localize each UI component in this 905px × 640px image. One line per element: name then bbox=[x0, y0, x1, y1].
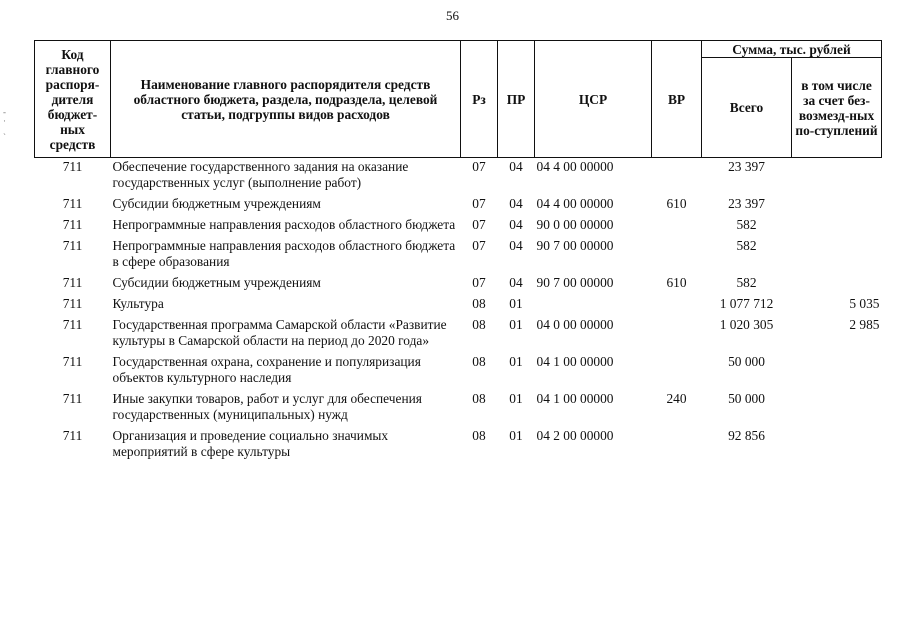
cell-total: 23 397 bbox=[728, 159, 765, 174]
cell-csr: 04 4 00 00000 bbox=[536, 196, 614, 211]
cell-pr: 01 bbox=[509, 354, 523, 369]
cell-rz: 07 bbox=[472, 159, 486, 174]
cell-csr: 04 4 00 00000 bbox=[536, 159, 614, 174]
header-rz: Рз bbox=[461, 41, 498, 158]
cell-vr bbox=[652, 316, 702, 353]
cell-free bbox=[792, 353, 882, 390]
cell-pr: 04 bbox=[509, 217, 523, 232]
cell-total: 23 397 bbox=[728, 196, 765, 211]
cell-vr: 610 bbox=[666, 196, 687, 211]
cell-name: Субсидии бюджетным учреждениям bbox=[112, 275, 321, 290]
header-csr: ЦСР bbox=[535, 41, 652, 158]
cell-csr bbox=[535, 295, 652, 316]
cell-code: 711 bbox=[62, 391, 83, 406]
cell-rz: 08 bbox=[472, 317, 486, 332]
cell-free: 5 035 bbox=[849, 296, 880, 311]
cell-vr bbox=[652, 158, 702, 196]
cell-csr: 04 0 00 00000 bbox=[536, 317, 614, 332]
cell-csr: 90 0 00 00000 bbox=[536, 217, 614, 232]
cell-vr: 610 bbox=[666, 275, 687, 290]
cell-csr: 90 7 00 00000 bbox=[536, 238, 614, 253]
cell-code: 711 bbox=[62, 196, 83, 211]
table-row bbox=[35, 390, 882, 427]
cell-name: Культура bbox=[112, 296, 164, 311]
table-row bbox=[35, 216, 882, 237]
cell-code: 711 bbox=[62, 317, 83, 332]
cell-free bbox=[792, 216, 882, 237]
page-number: 56 bbox=[446, 8, 459, 23]
cell-rz: 08 bbox=[472, 391, 486, 406]
cell-pr: 01 bbox=[509, 317, 523, 332]
cell-free bbox=[792, 158, 882, 196]
cell-pr: 04 bbox=[509, 275, 523, 290]
table-header bbox=[35, 41, 882, 158]
cell-pr: 04 bbox=[509, 238, 523, 253]
cell-vr bbox=[652, 216, 702, 237]
table-row bbox=[35, 316, 882, 353]
cell-free bbox=[792, 390, 882, 427]
cell-name: Непрограммные направления расходов областного бюджета в сфере образования bbox=[112, 238, 456, 269]
cell-pr: 04 bbox=[509, 196, 523, 211]
cell-total: 582 bbox=[736, 275, 757, 290]
cell-csr: 04 1 00 00000 bbox=[536, 354, 614, 369]
cell-csr: 90 7 00 00000 bbox=[536, 275, 614, 290]
header-total: Всего bbox=[702, 58, 792, 158]
cell-total: 50 000 bbox=[728, 391, 765, 406]
cell-pr: 01 bbox=[509, 391, 523, 406]
table-row bbox=[35, 353, 882, 390]
scan-artifact-marks: - · ˎ bbox=[3, 107, 6, 135]
header-vr: ВР bbox=[652, 41, 702, 158]
cell-pr: 01 bbox=[509, 428, 523, 443]
table-row bbox=[35, 158, 882, 196]
cell-free bbox=[792, 195, 882, 216]
table-body bbox=[35, 158, 882, 465]
header-code: Код главного распоря-дителя бюджет-ных средств bbox=[35, 41, 111, 158]
table-row bbox=[35, 195, 882, 216]
cell-name: Иные закупки товаров, работ и услуг для обеспечения государственных (муниципальных) нужд bbox=[112, 391, 422, 422]
cell-free bbox=[792, 274, 882, 295]
cell-total: 50 000 bbox=[728, 354, 765, 369]
cell-total: 582 bbox=[736, 238, 757, 253]
header-sum: Сумма, тыс. рублей bbox=[702, 41, 882, 58]
cell-name: Обеспечение государственного задания на оказание государственных услуг (выполнение работ) bbox=[112, 159, 409, 190]
cell-rz: 07 bbox=[472, 238, 486, 253]
header-free: в том числе за счет без-возмезд-ных по-ступлений bbox=[792, 58, 882, 158]
table-row bbox=[35, 274, 882, 295]
cell-code: 711 bbox=[62, 238, 83, 253]
cell-pr: 01 bbox=[509, 296, 523, 311]
table-row bbox=[35, 427, 882, 464]
cell-rz: 08 bbox=[472, 428, 486, 443]
cell-rz: 08 bbox=[472, 354, 486, 369]
cell-free bbox=[792, 237, 882, 274]
cell-code: 711 bbox=[62, 159, 83, 174]
cell-rz: 07 bbox=[472, 217, 486, 232]
cell-name: Организация и проведение социально значимых мероприятий в сфере культуры bbox=[112, 428, 389, 459]
cell-vr bbox=[652, 237, 702, 274]
cell-total: 1 020 305 bbox=[719, 317, 774, 332]
cell-code: 711 bbox=[62, 217, 83, 232]
header-name: Наименование главного распорядителя средств областного бюджета, раздела, подраздела, целевой статьи, подгруппы видов расходов bbox=[111, 41, 461, 158]
cell-name: Государственная охрана, сохранение и популяризация объектов культурного наследия bbox=[112, 354, 421, 385]
cell-rz: 07 bbox=[472, 275, 486, 290]
cell-code: 711 bbox=[62, 275, 83, 290]
cell-rz: 08 bbox=[472, 296, 486, 311]
table-row bbox=[35, 295, 882, 316]
cell-vr bbox=[652, 295, 702, 316]
cell-code: 711 bbox=[62, 354, 83, 369]
cell-name: Государственная программа Самарской области «Развитие культуры в Самарской области на период до 2020 года» bbox=[112, 317, 447, 348]
table-row bbox=[35, 237, 882, 274]
cell-free bbox=[792, 427, 882, 464]
cell-total: 582 bbox=[736, 217, 757, 232]
cell-vr: 240 bbox=[666, 391, 687, 406]
cell-name: Субсидии бюджетным учреждениям bbox=[112, 196, 321, 211]
cell-vr bbox=[652, 427, 702, 464]
cell-code: 711 bbox=[62, 296, 83, 311]
cell-name: Непрограммные направления расходов областного бюджета bbox=[112, 217, 456, 232]
cell-vr bbox=[652, 353, 702, 390]
cell-total: 1 077 712 bbox=[719, 296, 774, 311]
header-pr: ПР bbox=[498, 41, 535, 158]
cell-csr: 04 1 00 00000 bbox=[536, 391, 614, 406]
cell-total: 92 856 bbox=[728, 428, 765, 443]
cell-free: 2 985 bbox=[849, 317, 880, 332]
cell-rz: 07 bbox=[472, 196, 486, 211]
budget-table bbox=[34, 40, 882, 464]
cell-pr: 04 bbox=[509, 159, 523, 174]
cell-csr: 04 2 00 00000 bbox=[536, 428, 614, 443]
cell-code: 711 bbox=[62, 428, 83, 443]
